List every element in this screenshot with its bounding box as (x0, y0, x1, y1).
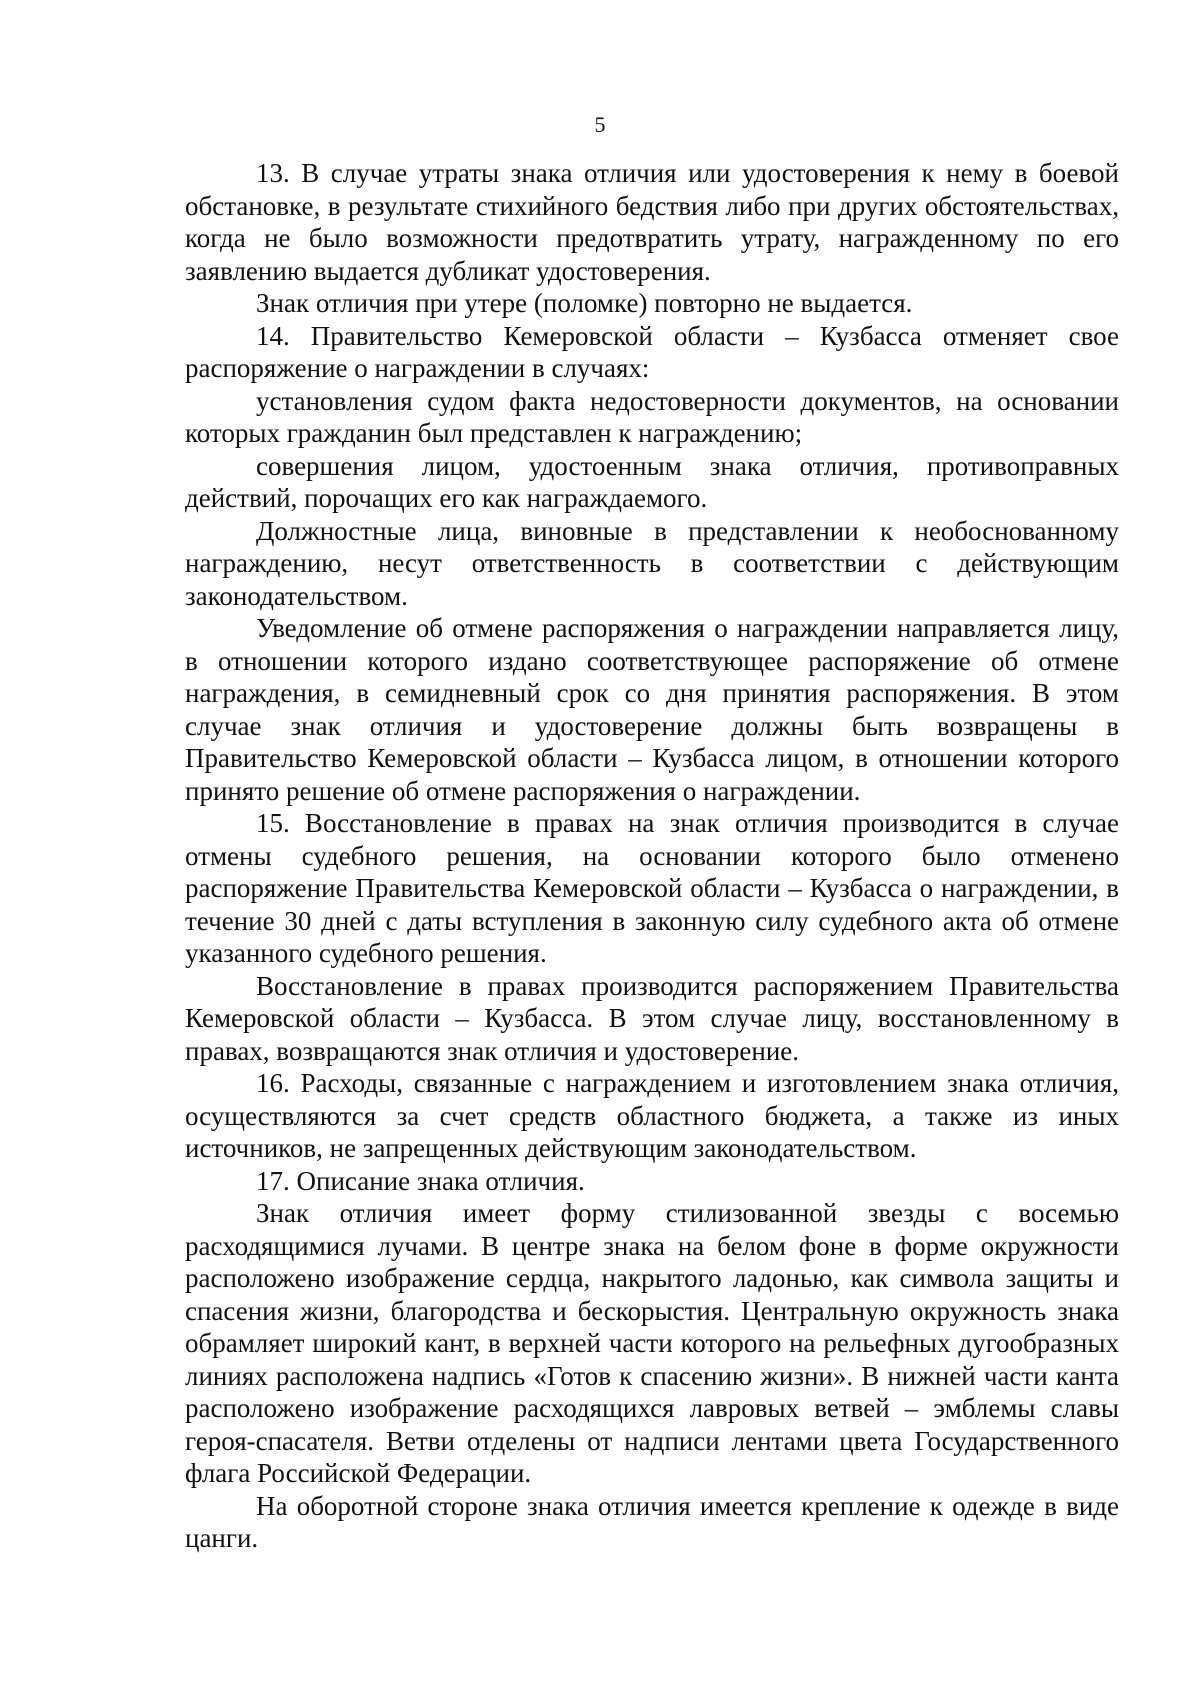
paragraph-17-reverse-side: На оборотной стороне знака отличия имеется крепление к одежде в виде цанги. (185, 1490, 1119, 1553)
paragraph-14-case-documents: установления судом факта недостоверности документов, на основании которых гражданин был представлен к награждению; (185, 385, 1119, 448)
paragraph-13-no-reissue: Знак отличия при утере (поломке) повторно не выдается. (256, 288, 913, 318)
paragraph-17-description: Знак отличия имеет форму стилизованной звезды с восемью расходящимися лучами. В центре знака на белом фоне в форме окружности расположено изображение сердца, накрытого ладонью, как символа защиты и спасения жизни, благородства и бескорыстия. Центральную окружность знака обрамляет широкий кант, в верхней части которого на рельефных дугообразных линиях расположена надпись «Готов к спасению жизни». В нижней части канта расположено изображение расходящихся лавровых ветвей – эмблемы славы героя-спасателя. Ветви отделены от надписи лентами цвета Государственного флага Российской Федерации. (185, 1198, 1119, 1488)
paragraph-13-loss: 13. В случае утраты знака отличия или удостоверения к нему в боевой обстановке, в результате стихийного бедствия либо при других обстоятельствах, когда не было возможности предотвратить утрату, награжденному по его заявлению выдается дубликат удостоверения. (185, 158, 1119, 286)
paragraph-14-case-misconduct: совершения лицом, удостоенным знака отличия, противоправных действий, порочащих его как награждаемого. (185, 450, 1119, 513)
paragraph-14-officials-liability: Должностные лица, виновные в представлении к необоснованному награждению, несут ответственность в соответствии с действующим законодательством. (185, 515, 1119, 611)
paragraph-16-expenses: 16. Расходы, связанные с награждением и изготовлением знака отличия, осуществляются за счет средств областного бюджета, а также из иных источников, не запрещенных действующим законодательством. (185, 1068, 1119, 1163)
paragraph-14-revocation: 14. Правительство Кемеровской области – Кузбасса отменяет свое распоряжение о награждении в случаях: (185, 320, 1119, 383)
document-body (185, 157, 1119, 1555)
paragraph-17-heading: 17. Описание знака отличия. (256, 1165, 585, 1196)
page-number: 5 (594, 112, 606, 137)
paragraph-15-restoration: 15. Восстановление в правах на знак отличия производится в случае отмены судебного решения, на основании которого было отменено распоряжение Правительства Кемеровской области – Кузбасса о награждении, в течение 30 дней с даты вступления в законную силу судебного акта об отмене указанного судебного решения. (185, 808, 1119, 968)
paragraph-15-restoration-order: Восстановление в правах производится распоряжением Правительства Кемеровской области – Кузбасса. В этом случае лицу, восстановленному в правах, возвращаются знак отличия и удостоверение. (185, 970, 1119, 1066)
paragraph-14-notification: Уведомление об отмене распоряжения о награждении направляется лицу, в отношении которого издано соответствующее распоряжение об отмене награждения, в семидневный срок со дня принятия распоряжения. В этом случае знак отличия и удостоверение должны быть возвращены в Правительство Кемеровской области – Кузбасса лицом, в отношении которого принято решение об отмене распоряжения о награждении. (185, 613, 1119, 806)
